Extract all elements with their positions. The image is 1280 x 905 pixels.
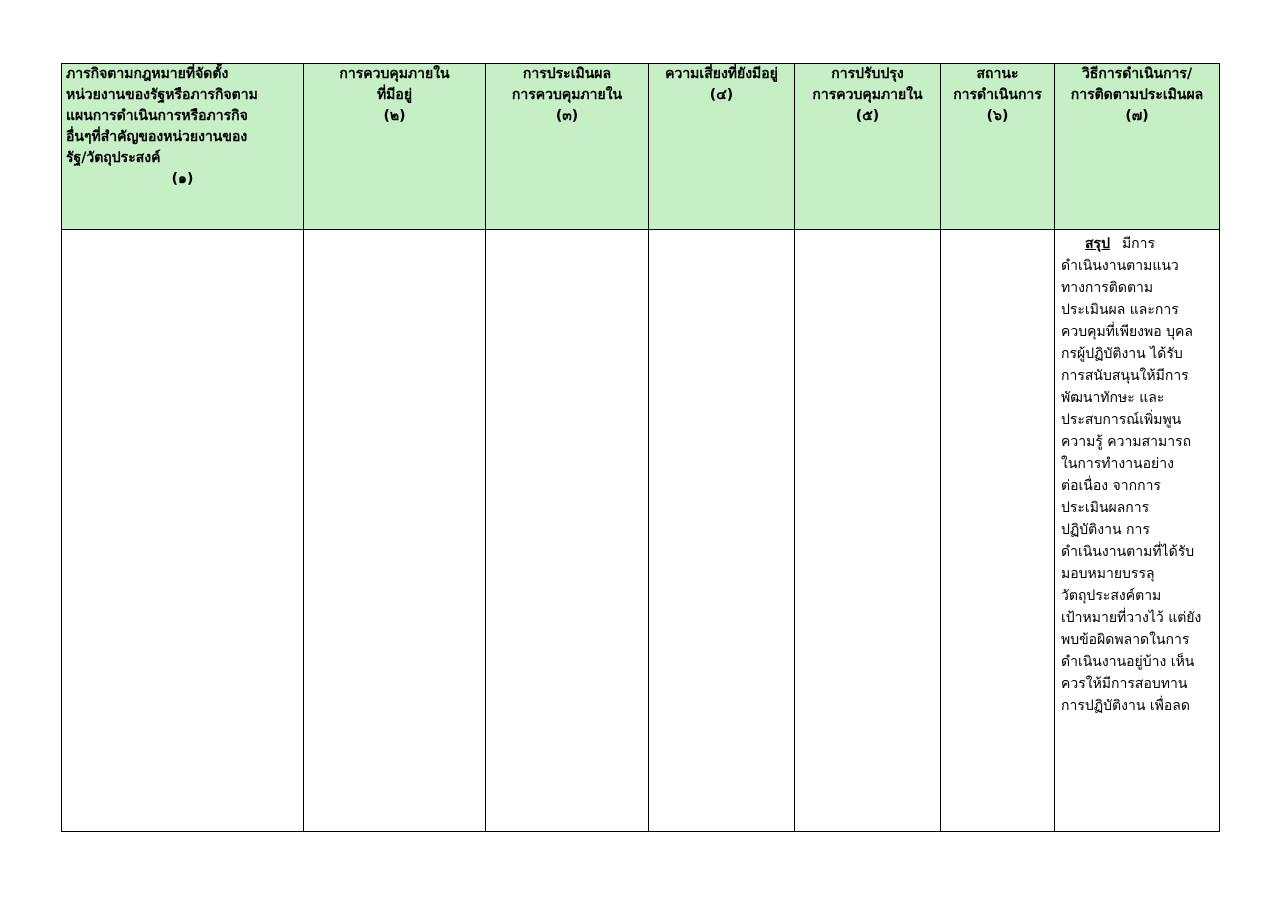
header-text-line: การควบคุมภายใน bbox=[812, 87, 923, 103]
header-text-line: หน่วยงานของรัฐหรือภารกิจตาม bbox=[66, 87, 258, 103]
header-number: (๓) bbox=[555, 108, 579, 124]
header-remaining-risk bbox=[649, 64, 795, 230]
summary-line: การปฏิบัติงาน เพื่อลด bbox=[1061, 698, 1190, 714]
header-number: (๑) bbox=[171, 171, 194, 187]
summary-line: ควบคุมที่เพียงพอ บุคล bbox=[1061, 324, 1193, 340]
header-mission bbox=[62, 64, 304, 230]
internal-control-table bbox=[61, 63, 1220, 832]
summary-line: ประสบการณ์เพิ่มพูน bbox=[1061, 412, 1182, 428]
header-text-line: การประเมินผล bbox=[522, 66, 612, 82]
header-number: (๔) bbox=[709, 87, 734, 103]
summary-line: ปฏิบัติงาน การ bbox=[1061, 522, 1150, 538]
header-text-line: การดำเนินการ bbox=[953, 87, 1042, 103]
header-text-line: สถานะ bbox=[976, 66, 1019, 82]
summary-line: ความรู้ ความสามารถ bbox=[1061, 434, 1192, 450]
header-method-followup bbox=[1055, 64, 1220, 230]
summary-line: ในการทำงานอย่าง bbox=[1061, 456, 1174, 472]
header-text-line: วิธีการดำเนินการ/ bbox=[1081, 66, 1193, 82]
cell-control-improvement bbox=[795, 230, 941, 832]
summary-line: ดำเนินงานตามแนว bbox=[1061, 258, 1179, 274]
header-text-line: การติดตามประเมินผล bbox=[1070, 87, 1204, 103]
summary-line: กรผู้ปฏิบัติงาน ได้รับ bbox=[1061, 346, 1183, 362]
header-existing-control bbox=[304, 64, 486, 230]
cell-existing-control bbox=[304, 230, 486, 832]
header-row bbox=[62, 64, 1220, 230]
header-text-line: การควบคุมภายใน bbox=[511, 87, 623, 103]
header-control-evaluation bbox=[486, 64, 649, 230]
header-text-line: ความเสี่ยงที่ยังมีอยู่ bbox=[665, 66, 778, 82]
cell-remaining-risk bbox=[649, 230, 795, 832]
summary-line: ทางการติดตาม bbox=[1061, 280, 1154, 296]
header-text-line: การปรับปรุง bbox=[831, 66, 904, 82]
summary-first-line-rest: มีการ bbox=[1121, 236, 1156, 252]
summary-line: เป้าหมายที่วางไว้ แต่ยัง bbox=[1061, 610, 1202, 626]
header-text-line: แผนการดำเนินการหรือภารกิจ bbox=[66, 108, 248, 124]
cell-mission bbox=[62, 230, 304, 832]
header-status bbox=[941, 64, 1055, 230]
header-number: (๒) bbox=[383, 108, 406, 124]
header-number: (๗) bbox=[1125, 108, 1149, 124]
header-number: (๕) bbox=[855, 108, 880, 124]
header-text-line: รัฐ/วัตถุประสงค์ bbox=[66, 150, 161, 166]
summary-line: มอบหมายบรรลุ bbox=[1061, 566, 1155, 582]
summary-line: ต่อเนื่อง จากการ bbox=[1061, 478, 1161, 494]
header-text-line: การควบคุมภายใน bbox=[339, 66, 450, 82]
header-control-improvement bbox=[795, 64, 941, 230]
summary-text bbox=[1055, 230, 1219, 717]
summary-label: สรุป bbox=[1085, 236, 1110, 252]
summary-line: ดำเนินงานอยู่บ้าง เห็น bbox=[1061, 654, 1195, 670]
header-text-line: ที่มีอยู่ bbox=[376, 87, 413, 103]
cell-method-followup bbox=[1055, 230, 1220, 832]
summary-line: การสนับสนุนให้มีการ bbox=[1061, 368, 1189, 384]
summary-line: ควรให้มีการสอบทาน bbox=[1061, 676, 1188, 692]
header-number: (๖) bbox=[986, 108, 1009, 124]
table-row bbox=[62, 230, 1220, 832]
summary-line: ดำเนินงานตามที่ได้รับ bbox=[1061, 544, 1195, 560]
summary-first-line bbox=[1061, 233, 1215, 255]
header-text-line: อื่นๆที่สำคัญของหน่วยงานของ bbox=[66, 129, 248, 145]
summary-lines bbox=[1061, 255, 1215, 717]
summary-line: พัฒนาทักษะ และ bbox=[1061, 390, 1165, 406]
header-text-line: ภารกิจตามกฎหมายที่จัดตั้ง bbox=[66, 66, 229, 82]
summary-line: วัตถุประสงค์ตาม bbox=[1061, 588, 1162, 604]
summary-line: ประเมินผลการ bbox=[1061, 500, 1150, 516]
summary-line: ประเมินผล และการ bbox=[1061, 302, 1179, 318]
cell-control-evaluation bbox=[486, 230, 649, 832]
summary-line: พบข้อผิดพลาดในการ bbox=[1061, 632, 1190, 648]
cell-status bbox=[941, 230, 1055, 832]
